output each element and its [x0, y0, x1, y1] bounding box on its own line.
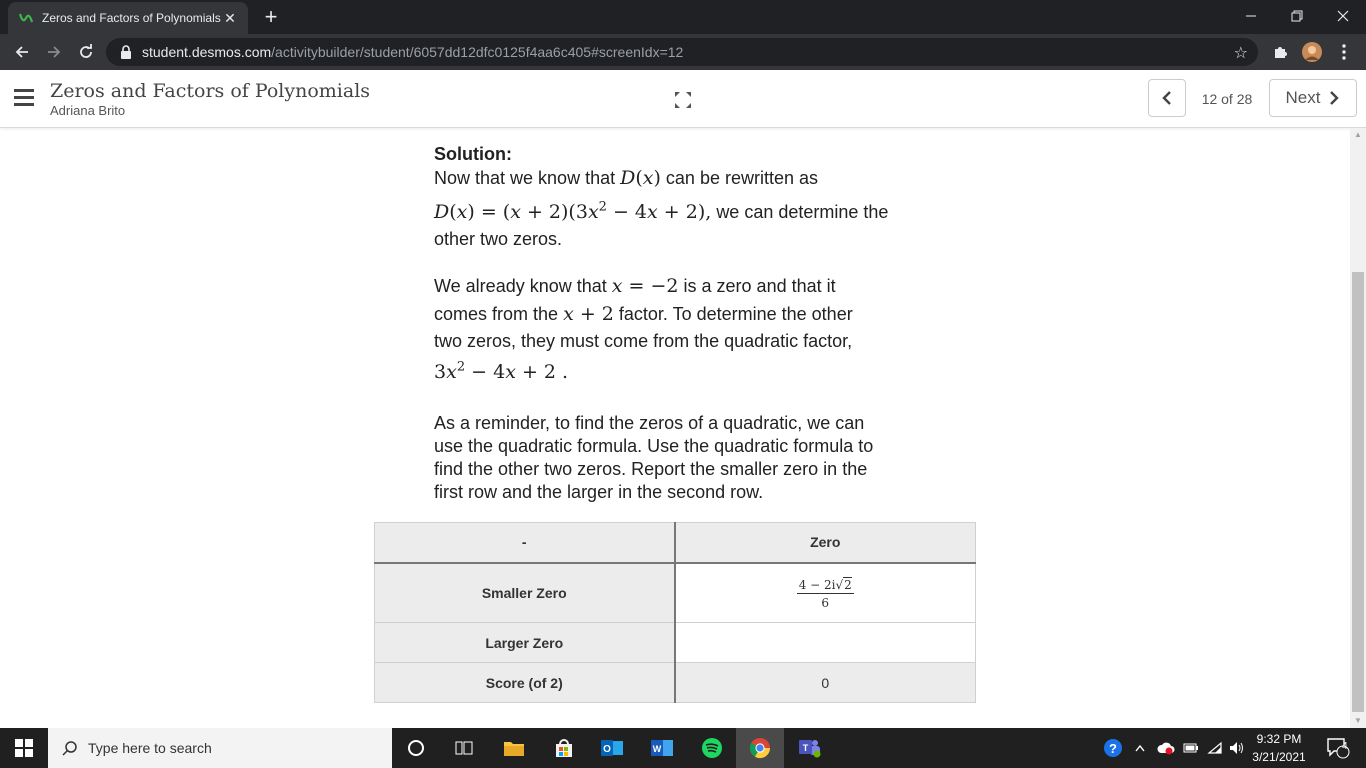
vertical-scrollbar[interactable]	[1350, 128, 1366, 728]
paragraph-3-line1: As a reminder, to find the zeros of a quadratic, we can	[434, 413, 865, 433]
row-label: Smaller Zero	[375, 563, 675, 623]
browser-tabstrip	[0, 0, 1366, 34]
larger-zero-input[interactable]	[675, 623, 976, 663]
forward-arrow-icon[interactable]	[38, 36, 70, 68]
paragraph-1-end: other two zeros.	[434, 229, 563, 249]
student-name: Adriana Brito	[50, 103, 126, 118]
paragraph-3-line2: use the quadratic formula. Use the quadratic formula to	[434, 436, 874, 456]
windows-taskbar	[0, 728, 1366, 768]
svg-text:W: W	[652, 744, 662, 754]
clock-date: 3/21/2021	[1252, 750, 1306, 764]
table-header-cell: Zero	[675, 523, 976, 563]
cloud-sync-icon[interactable]	[1154, 728, 1178, 768]
help-icon[interactable]	[1100, 728, 1126, 768]
hamburger-menu-icon[interactable]	[14, 89, 34, 107]
fraction-answer: $\frac{4 - 2i√2}{6}$	[798, 577, 852, 610]
paragraph-2-line3: two zeros, they must come from the quadratic factor,	[434, 331, 853, 351]
browser-menu-icon[interactable]	[1334, 42, 1354, 62]
volume-icon[interactable]	[1226, 728, 1248, 768]
score-value: 0	[675, 663, 976, 703]
table-row	[375, 563, 976, 623]
browser-tab[interactable]	[8, 2, 248, 34]
next-screen-button[interactable]	[1269, 79, 1357, 117]
clock-time: 9:32 PM	[1256, 732, 1302, 746]
lock-icon	[120, 45, 132, 59]
url-path: /activitybuilder/student/6057dd12dfc0125f4aa6c405#screenIdx=12	[271, 44, 684, 60]
cortana-icon[interactable]	[392, 728, 440, 768]
previous-screen-button[interactable]	[1148, 79, 1186, 117]
paragraph-1-formula: $D(x) = (x + 2)(3x^2 - 4x + 2)$, we can determine the	[434, 199, 889, 223]
address-bar[interactable]	[106, 38, 1258, 66]
url-host: student.desmos.com	[142, 44, 272, 60]
screen-content	[0, 129, 1350, 727]
smaller-zero-input[interactable]	[675, 563, 976, 623]
tab-close-icon[interactable]: ✕	[224, 9, 236, 26]
word-icon[interactable]	[638, 728, 686, 768]
chevron-right-icon	[1328, 91, 1340, 105]
taskbar-search-input[interactable]: Type here to search	[48, 728, 392, 768]
new-tab-button[interactable]: +	[264, 4, 278, 29]
taskbar-clock[interactable]	[1248, 730, 1310, 766]
task-view-icon[interactable]	[440, 728, 488, 768]
desmos-favicon-icon	[18, 10, 34, 26]
reload-icon[interactable]	[70, 36, 102, 68]
spotify-icon[interactable]	[688, 728, 736, 768]
scroll-down-icon[interactable]: ▼	[1354, 716, 1362, 725]
solution-heading: Solution:	[434, 144, 512, 164]
table-header-cell: -	[375, 523, 675, 563]
profile-avatar[interactable]	[1302, 42, 1322, 62]
svg-text:O: O	[603, 744, 611, 755]
page-counter: 12 of 28	[1201, 91, 1253, 107]
tab-title: Zeros and Factors of Polynomials	[42, 11, 221, 25]
paragraph-2: We already know that x = −2 is a zero and that it	[434, 275, 836, 297]
browser-toolbar	[0, 34, 1366, 70]
svg-text:?: ?	[1109, 741, 1117, 756]
minimize-icon[interactable]	[1228, 0, 1274, 32]
file-explorer-icon[interactable]	[490, 728, 538, 768]
back-arrow-icon[interactable]	[6, 36, 38, 68]
outlook-icon[interactable]	[588, 728, 636, 768]
chrome-icon[interactable]	[736, 728, 784, 768]
paragraph-1: Now that we know that D(x) can be rewritten as	[434, 167, 818, 189]
restore-icon[interactable]	[1274, 0, 1320, 32]
store-icon[interactable]	[540, 728, 588, 768]
notification-count: 4	[1342, 741, 1348, 752]
paragraph-2-formula: $3x^2 - 4x + 2$ .	[434, 359, 569, 383]
fullscreen-expand-icon[interactable]	[673, 90, 693, 110]
scroll-up-icon[interactable]: ▲	[1354, 130, 1362, 139]
activity-title: Zeros and Factors of Polynomials	[50, 80, 371, 102]
wifi-icon[interactable]	[1204, 728, 1226, 768]
bookmark-star-icon[interactable]: ☆	[1233, 45, 1248, 62]
close-window-icon[interactable]	[1320, 0, 1366, 32]
chevron-left-icon	[1161, 91, 1173, 105]
paragraph-3-line4: first row and the larger in the second row.	[434, 482, 764, 502]
notification-center-icon[interactable]	[1318, 728, 1358, 768]
svg-text:T: T	[802, 743, 809, 753]
row-label: Larger Zero	[375, 623, 675, 663]
teams-icon[interactable]	[786, 728, 834, 768]
answer-table	[374, 522, 976, 703]
next-label: Next	[1285, 88, 1321, 107]
table-header-row	[375, 523, 976, 563]
show-hidden-icons-icon[interactable]	[1130, 728, 1150, 768]
table-row	[375, 663, 976, 703]
search-icon	[62, 740, 78, 756]
windows-start-icon[interactable]	[0, 728, 48, 768]
paragraph-2-line2: comes from the x + 2 factor. To determine the other	[434, 303, 853, 325]
row-label: Score (of 2)	[375, 663, 675, 703]
paragraph-3-line3: find the other two zeros. Report the smaller zero in the	[434, 459, 868, 479]
battery-icon[interactable]	[1180, 728, 1202, 768]
extensions-puzzle-icon[interactable]	[1270, 42, 1290, 62]
table-row	[375, 623, 976, 663]
activity-header	[0, 70, 1366, 128]
scrollbar-thumb[interactable]	[1352, 272, 1364, 712]
